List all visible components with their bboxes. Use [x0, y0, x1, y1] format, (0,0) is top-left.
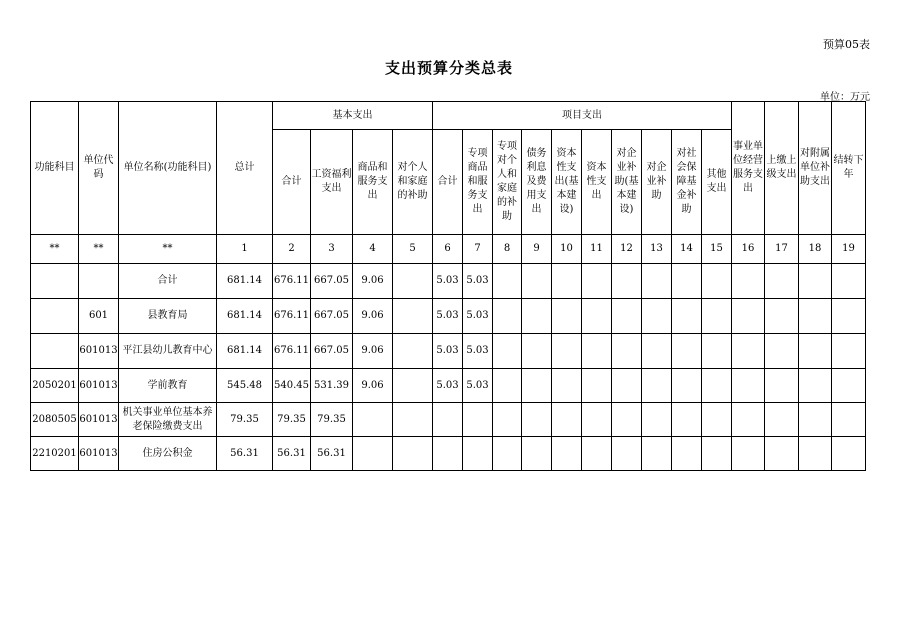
table-row: [31, 299, 866, 334]
col-project-sub: 资本性支出: [582, 130, 612, 235]
amount-cell: [765, 369, 799, 403]
column-number: **: [79, 235, 119, 264]
amount-cell: [832, 334, 866, 369]
amount-cell: [732, 299, 765, 334]
amount-cell: [832, 437, 866, 471]
amount-cell: 79.35: [273, 403, 311, 437]
unit-code-cell: 601: [79, 299, 119, 334]
amount-cell: [799, 264, 832, 299]
page-title: 支出预算分类总表: [384, 59, 513, 77]
amount-cell: [765, 437, 799, 471]
col-project-sub: 专项商品和服务支出: [463, 130, 493, 235]
func-subject-cell: [31, 299, 79, 334]
amount-cell: [353, 403, 393, 437]
amount-cell: 667.05: [311, 334, 353, 369]
column-number: 16: [732, 235, 765, 264]
amount-cell: [552, 299, 582, 334]
amount-cell: [582, 369, 612, 403]
amount-cell: [393, 299, 433, 334]
column-number: 2: [273, 235, 311, 264]
column-number: 11: [582, 235, 612, 264]
func-subject-cell: 2080505: [31, 403, 79, 437]
amount-cell: [832, 264, 866, 299]
amount-cell: [552, 403, 582, 437]
amount-cell: 79.35: [217, 403, 273, 437]
amount-cell: 56.31: [311, 437, 353, 471]
amount-cell: [612, 264, 642, 299]
col-unit-code: 单位代码: [79, 102, 119, 235]
column-number-row: [31, 235, 866, 264]
col-total: 总计: [217, 102, 273, 235]
amount-cell: 676.11: [273, 264, 311, 299]
amount-cell: [522, 369, 552, 403]
amount-cell: 676.11: [273, 334, 311, 369]
amount-cell: [552, 264, 582, 299]
amount-cell: [642, 403, 672, 437]
amount-cell: [393, 369, 433, 403]
unit-label: 单位：万元: [820, 92, 870, 103]
amount-cell: [433, 403, 463, 437]
column-number: 12: [612, 235, 642, 264]
column-number: 1: [217, 235, 273, 264]
amount-cell: [522, 437, 552, 471]
amount-cell: [702, 264, 732, 299]
amount-cell: [552, 437, 582, 471]
amount-cell: [642, 437, 672, 471]
amount-cell: 5.03: [463, 264, 493, 299]
amount-cell: [702, 369, 732, 403]
column-number: 7: [463, 235, 493, 264]
amount-cell: [393, 437, 433, 471]
column-number: 17: [765, 235, 799, 264]
column-number: 14: [672, 235, 702, 264]
col-project-sub: 对企业补助(基本建设): [612, 130, 642, 235]
amount-cell: [522, 334, 552, 369]
amount-cell: [732, 334, 765, 369]
col-project-group: 项目支出: [433, 102, 732, 130]
amount-cell: 5.03: [433, 334, 463, 369]
unit-name-cell: 机关事业单位基本养老保险缴费支出: [119, 403, 217, 437]
column-number: **: [31, 235, 79, 264]
unit-name-cell: 住房公积金: [119, 437, 217, 471]
col-project-sub: 对企业补助: [642, 130, 672, 235]
header-row-top: [31, 102, 866, 130]
amount-cell: [799, 369, 832, 403]
amount-cell: [672, 334, 702, 369]
amount-cell: [522, 299, 552, 334]
amount-cell: 667.05: [311, 264, 353, 299]
func-subject-cell: [31, 264, 79, 299]
amount-cell: [832, 299, 866, 334]
col-extra-3: 对附属单位补助支出: [799, 102, 832, 235]
table-row: [31, 437, 866, 471]
amount-cell: 5.03: [463, 369, 493, 403]
table-row: [31, 369, 866, 403]
amount-cell: [493, 299, 522, 334]
amount-cell: [702, 299, 732, 334]
amount-cell: [522, 264, 552, 299]
amount-cell: [493, 334, 522, 369]
amount-cell: [552, 334, 582, 369]
amount-cell: [463, 403, 493, 437]
col-project-sub: 其他支出: [702, 130, 732, 235]
column-number: 15: [702, 235, 732, 264]
amount-cell: 681.14: [217, 264, 273, 299]
col-basic-group: 基本支出: [273, 102, 433, 130]
col-unit-name: 单位名称(功能科目): [119, 102, 217, 235]
amount-cell: [732, 403, 765, 437]
col-extra-2: 上缴上级支出: [765, 102, 799, 235]
col-basic-sub: 对个人和家庭的补助: [393, 130, 433, 235]
amount-cell: [393, 334, 433, 369]
amount-cell: 5.03: [433, 299, 463, 334]
amount-cell: [582, 403, 612, 437]
amount-cell: [672, 369, 702, 403]
amount-cell: [522, 403, 552, 437]
amount-cell: 9.06: [353, 334, 393, 369]
amount-cell: [612, 334, 642, 369]
column-number: 8: [493, 235, 522, 264]
amount-cell: 9.06: [353, 264, 393, 299]
amount-cell: 540.45: [273, 369, 311, 403]
col-project-sub: 专项对个人和家庭的补助: [493, 130, 522, 235]
amount-cell: [702, 334, 732, 369]
amount-cell: 681.14: [217, 299, 273, 334]
col-extra-1: 事业单位经营服务支出: [732, 102, 765, 235]
unit-name-cell: 合计: [119, 264, 217, 299]
unit-code-cell: [79, 264, 119, 299]
unit-name-cell: 县教育局: [119, 299, 217, 334]
amount-cell: 5.03: [433, 264, 463, 299]
budget-table: [30, 101, 866, 471]
column-number: **: [119, 235, 217, 264]
amount-cell: [612, 403, 642, 437]
amount-cell: [552, 369, 582, 403]
unit-code-cell: 601013: [79, 369, 119, 403]
amount-cell: [582, 437, 612, 471]
amount-cell: [732, 437, 765, 471]
col-extra-4: 结转下年: [832, 102, 866, 235]
amount-cell: [799, 299, 832, 334]
func-subject-cell: 2050201: [31, 369, 79, 403]
amount-cell: 545.48: [217, 369, 273, 403]
amount-cell: [393, 403, 433, 437]
amount-cell: [672, 264, 702, 299]
column-number: 13: [642, 235, 672, 264]
amount-cell: [642, 299, 672, 334]
amount-cell: [582, 334, 612, 369]
amount-cell: [642, 334, 672, 369]
amount-cell: [672, 437, 702, 471]
amount-cell: [612, 437, 642, 471]
unit-code-cell: 601013: [79, 334, 119, 369]
table-row: [31, 334, 866, 369]
column-number: 18: [799, 235, 832, 264]
amount-cell: [732, 369, 765, 403]
amount-cell: [702, 403, 732, 437]
amount-cell: [612, 299, 642, 334]
func-subject-cell: [31, 334, 79, 369]
amount-cell: [612, 369, 642, 403]
amount-cell: 667.05: [311, 299, 353, 334]
amount-cell: 676.11: [273, 299, 311, 334]
amount-cell: 5.03: [463, 334, 493, 369]
amount-cell: [493, 437, 522, 471]
unit-code-cell: 601013: [79, 403, 119, 437]
amount-cell: [463, 437, 493, 471]
amount-cell: 531.39: [311, 369, 353, 403]
column-number: 19: [832, 235, 866, 264]
unit-code-cell: 601013: [79, 437, 119, 471]
amount-cell: 56.31: [273, 437, 311, 471]
amount-cell: [799, 437, 832, 471]
amount-cell: 5.03: [463, 299, 493, 334]
amount-cell: [493, 264, 522, 299]
amount-cell: 79.35: [311, 403, 353, 437]
amount-cell: [799, 334, 832, 369]
amount-cell: [832, 403, 866, 437]
amount-cell: [493, 369, 522, 403]
amount-cell: [582, 264, 612, 299]
col-project-sub: 资本性支出(基本建设): [552, 130, 582, 235]
amount-cell: [353, 437, 393, 471]
column-number: 9: [522, 235, 552, 264]
amount-cell: [433, 437, 463, 471]
amount-cell: [642, 369, 672, 403]
column-number: 6: [433, 235, 463, 264]
column-number: 5: [393, 235, 433, 264]
amount-cell: [765, 334, 799, 369]
table-row: [31, 403, 866, 437]
amount-cell: [582, 299, 612, 334]
amount-cell: [765, 403, 799, 437]
amount-cell: [799, 403, 832, 437]
col-func-subject: 功能科目: [31, 102, 79, 235]
col-project-sub: 债务利息及费用支出: [522, 130, 552, 235]
column-number: 10: [552, 235, 582, 264]
unit-name-cell: 学前教育: [119, 369, 217, 403]
amount-cell: 9.06: [353, 369, 393, 403]
amount-cell: 9.06: [353, 299, 393, 334]
col-basic-sub: 工资福利支出: [311, 130, 353, 235]
col-project-sub: 合计: [433, 130, 463, 235]
col-basic-sub: 商品和服务支出: [353, 130, 393, 235]
amount-cell: [672, 403, 702, 437]
amount-cell: 5.03: [433, 369, 463, 403]
amount-cell: 681.14: [217, 334, 273, 369]
column-number: 3: [311, 235, 353, 264]
col-project-sub: 对社会保障基金补助: [672, 130, 702, 235]
amount-cell: [702, 437, 732, 471]
unit-name-cell: 平江县幼儿教育中心: [119, 334, 217, 369]
amount-cell: [493, 403, 522, 437]
col-basic-sub: 合计: [273, 130, 311, 235]
amount-cell: [765, 299, 799, 334]
amount-cell: [393, 264, 433, 299]
amount-cell: [672, 299, 702, 334]
table-row: [31, 264, 866, 299]
table-body: [31, 102, 866, 471]
amount-cell: [642, 264, 672, 299]
column-number: 4: [353, 235, 393, 264]
amount-cell: [765, 264, 799, 299]
amount-cell: [832, 369, 866, 403]
func-subject-cell: 2210201: [31, 437, 79, 471]
amount-cell: [732, 264, 765, 299]
form-number: 预算05表: [823, 38, 870, 51]
amount-cell: 56.31: [217, 437, 273, 471]
